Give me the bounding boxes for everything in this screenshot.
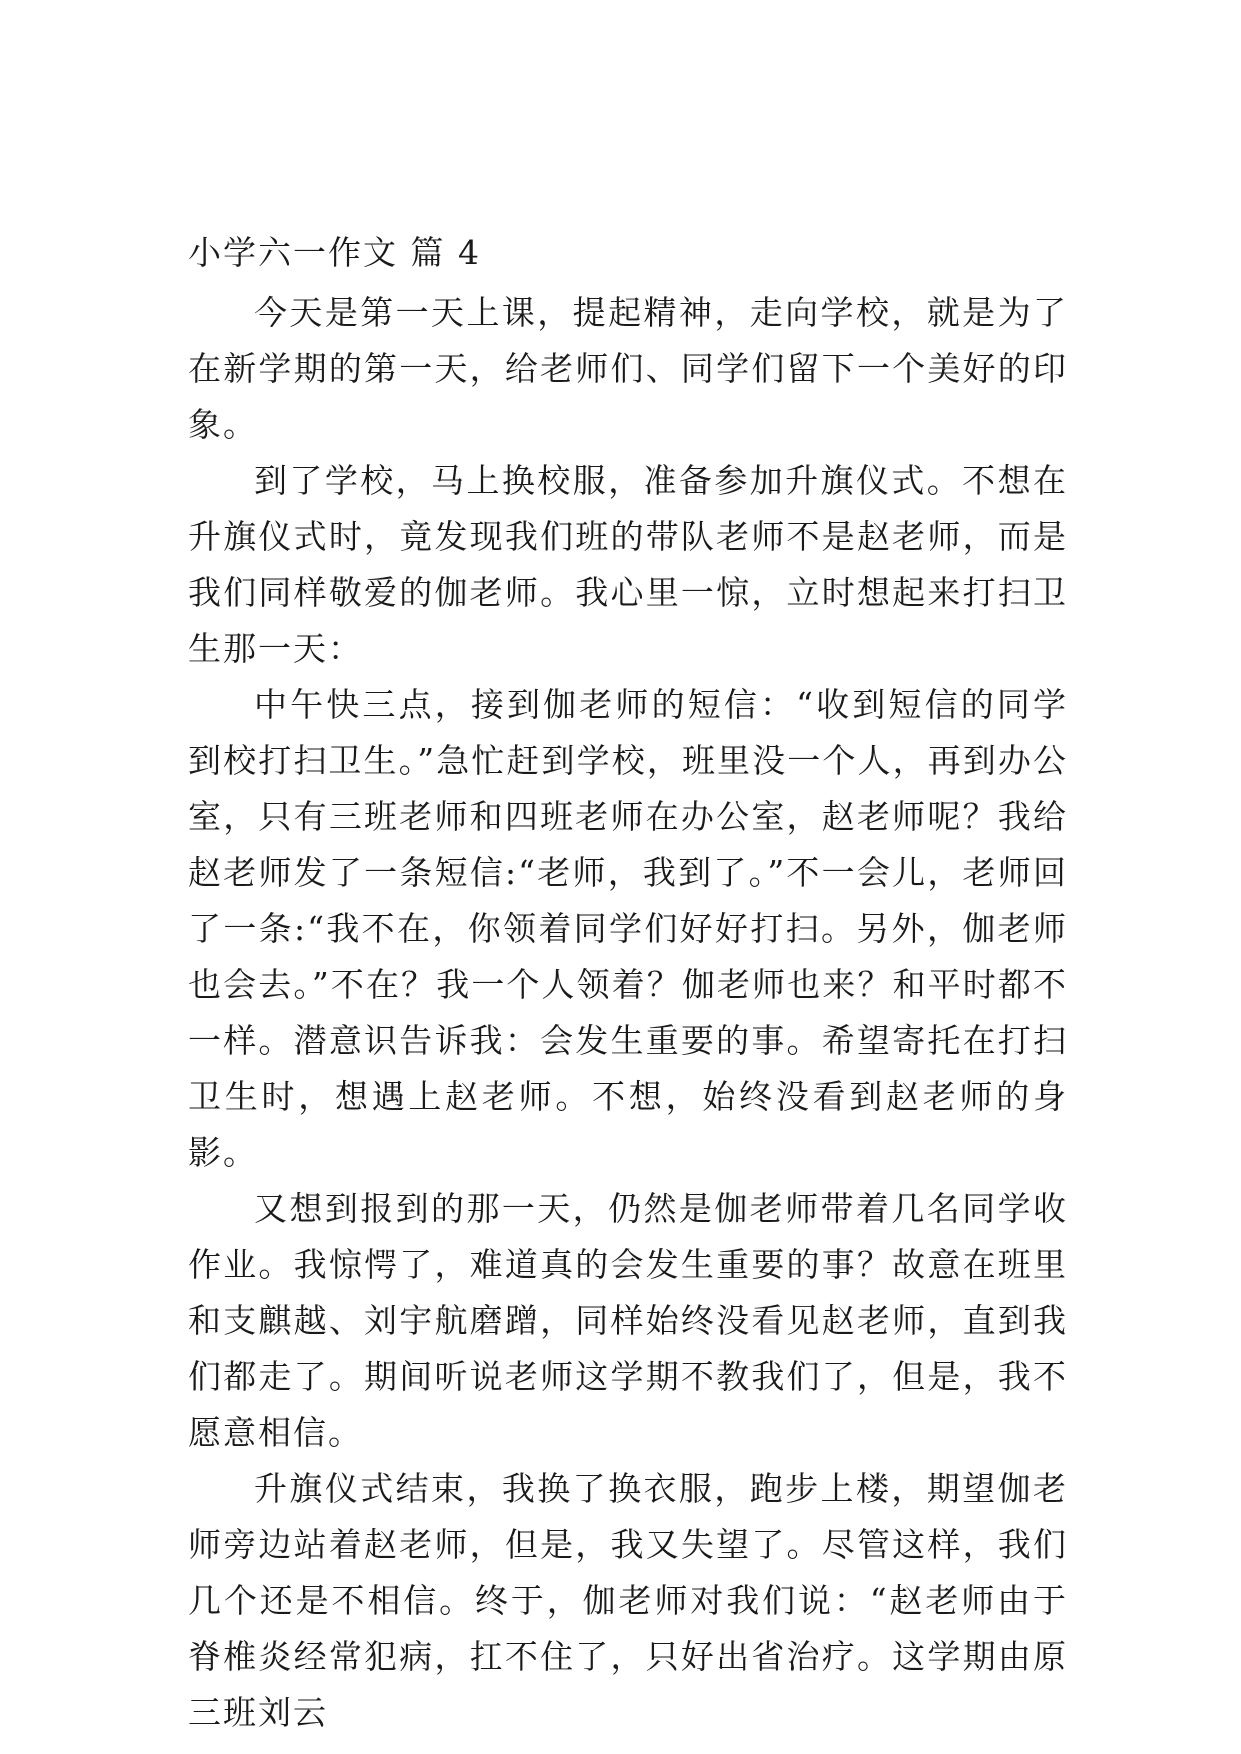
paragraph-2: 到了学校，马上换校服，准备参加升旗仪式。不想在升旗仪式时，竟发现我们班的带队老师不是赵老师，而是我们同样敬爱的伽老师。我心里一惊，立时想起来打扫卫生那一天： <box>188 461 1068 668</box>
paragraph-5: 升旗仪式结束，我换了换衣服，跑步上楼，期望伽老师旁边站着赵老师，但是，我又失望了。尽管这样，我们几个还是不相信。终于，伽老师对我们说：“赵老师由于脊椎炎经常犯病，扛不住了，只好出省治疗。这学期由原三班刘云 <box>188 1469 1068 1732</box>
paragraph-4: 又想到报到的那一天，仍然是伽老师带着几名同学收作业。我惊愕了，难道真的会发生重要的事？故意在班里和支麒越、刘宇航磨蹭，同样始终没看见赵老师，直到我们都走了。期间听说老师这学期不教我们了，但是，我不愿意相信。 <box>188 1189 1068 1452</box>
document-title: 小学六一作文 篇 4 <box>188 233 481 272</box>
paragraph-1: 今天是第一天上课，提起精神，走向学校，就是为了在新学期的第一天，给老师们、同学们留下一个美好的印象。 <box>188 293 1068 444</box>
paragraph-3: 中午快三点，接到伽老师的短信：“收到短信的同学到校打扫卫生。”急忙赶到学校，班里没一个人，再到办公室，只有三班老师和四班老师在办公室，赵老师呢？我给赵老师发了一条短信:“老师，我到了。”不一会儿，老师回了一条:“我不在，你领着同学们好好打扫。另外，伽老师也会去。”不在？我一个人领着？伽老师也来？和平时都不一样。潜意识告诉我：会发生重要的事。希望寄托在打扫卫生时，想遇上赵老师。不想，始终没看到赵老师的身影。 <box>188 685 1068 1172</box>
document-body <box>188 225 1068 1741</box>
